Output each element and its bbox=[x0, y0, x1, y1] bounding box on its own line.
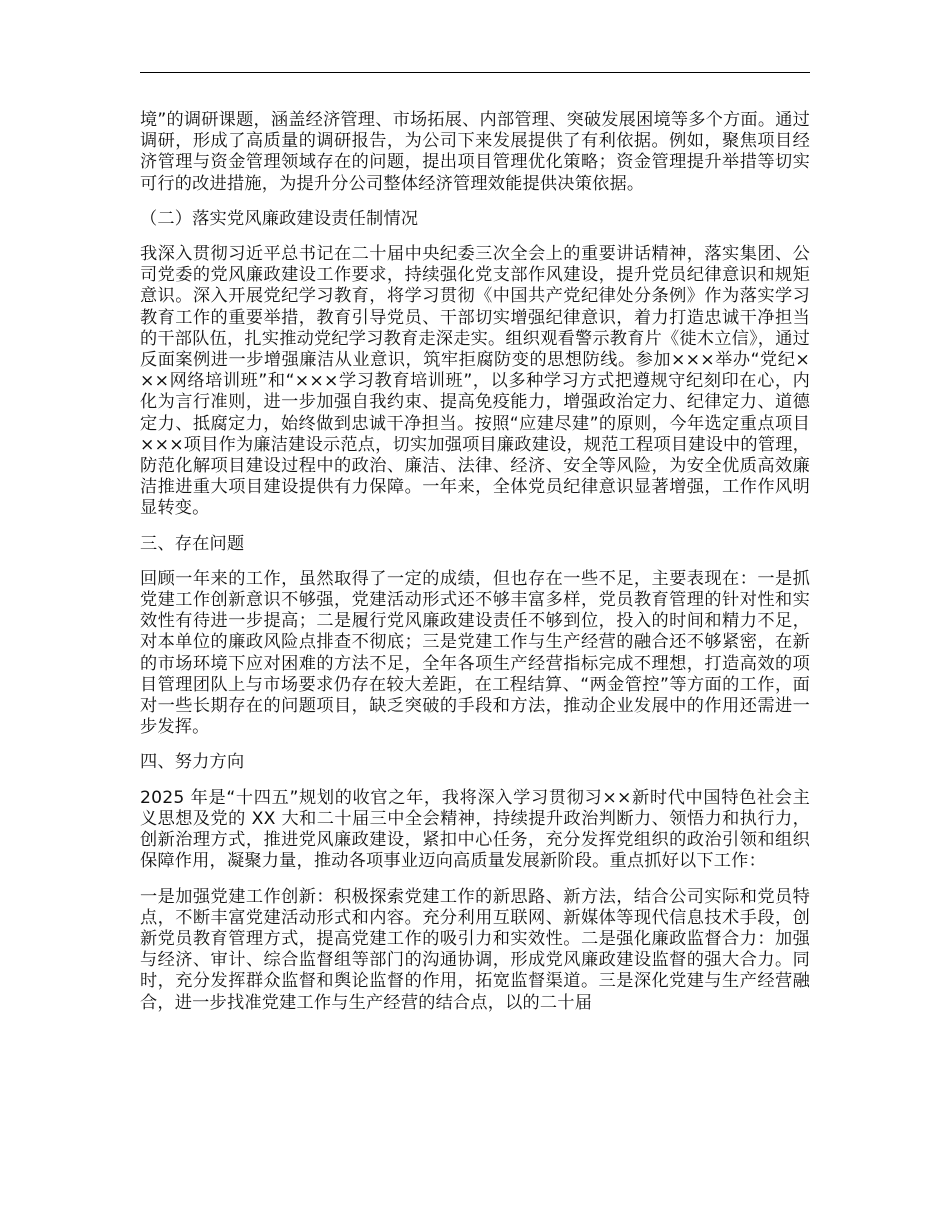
section-heading-direction: 四、努力方向 bbox=[140, 752, 245, 773]
document-body bbox=[140, 110, 810, 1028]
paragraph-direction-tasks: 一是加强党建工作创新：积极探索党建工作的新思路、新方法，结合公司实际和党员特点，不断丰富党建活动形式和内容。充分利用互联网、新媒体等现代信息技术手段，创新党员教育管理方式，提高党建工作的吸引力和实效性。二是强化廉政监督合力：加强与经济、审计、综合监督组等部门的沟通协调，形成党风廉政建设监督的强大合力。同时，充分发挥群众监督和舆论监督的作用，拓宽监督渠道。三是深化党建与生产经营融合，进一步找准党建工作与生产经营的结合点，以的二十届 bbox=[140, 886, 810, 1013]
header-rule bbox=[140, 72, 810, 73]
paragraph-party-conduct: 我深入贯彻习近平总书记在二十届中央纪委三次全会上的重要讲话精神，落实集团、公司党委的党风廉政建设工作要求，持续强化党支部作风建设，提升党员纪律意识和规矩意识。深入开展党纪学习教育，将学习贯彻《中国共产党纪律处分条例》作为落实学习教育工作的重要举措，教育引导党员、干部切实增强纪律意识，着力打造忠诚干净担当的干部队伍，扎实推动党纪学习教育走深走实。组织观看警示教育片《徙木立信》，通过反面案例进一步增强廉洁从业意识，筑牢拒腐防变的思想防线。参加×××举办“党纪×××网络培训班”和“×××学习教育培训班”，以多种学习方式把遵规守纪刻印在心，内化为言行准则，进一步加强自我约束、提高免疫能力，增强政治定力、纪律定力、道德定力、抵腐定力，始终做到忠诚干净担当。按照“应建尽建”的原则，今年选定重点项目×××项目作为廉洁建设示范点，切实加强项目廉政建设，规范工程项目建设中的管理，防范化解项目建设过程中的政治、廉洁、法律、经济、安全等风险，为安全优质高效廉洁推进重大项目建设提供有力保障。一年来，全体党员纪律意识显著增强，工作作风明显转变。 bbox=[140, 244, 810, 519]
section-heading-problems: 三、存在问题 bbox=[140, 533, 245, 554]
section-heading-party-conduct: （二）落实党风廉政建设责任制情况 bbox=[140, 208, 419, 229]
paragraph-problems: 回顾一年来的工作，虽然取得了一定的成绩，但也存在一些不足，主要表现在：一是抓党建工作创新意识不够强，党建活动形式还不够丰富多样，党员教育管理的针对性和实效性有待进一步提高；二是履行党风廉政建设责任不够到位，投入的时间和精力不足，对本单位的廉政风险点排查不彻底；三是党建工作与生产经营的融合还不够紧密，在新的市场环境下应对困难的方法不足，全年各项生产经营指标完成不理想，打造高效的项目管理团队上与市场要求仍存在较大差距，在工程结算、“两金管控”等方面的工作，面对一些长期存在的问题项目，缺乏突破的手段和方法，推动企业发展中的作用还需进一步发挥。 bbox=[140, 568, 810, 738]
paragraph-research-summary: 境”的调研课题，涵盖经济管理、市场拓展、内部管理、突破发展困境等多个方面。通过调研，形成了高质量的调研报告，为公司下来发展提供了有利依据。例如，聚焦项目经济管理与资金管理领域存在的问题，提出项目管理优化策略；资金管理提升举措等切实可行的改进措施，为提升分公司整体经济管理效能提供决策依据。 bbox=[140, 110, 810, 194]
paragraph-direction-intro: 2025 年是“十四五”规划的收官之年，我将深入学习贯彻习××新时代中国特色社会主义思想及党的 XX 大和二十届三中全会精神，持续提升政治判断力、领悟力和执行力，创新治理方式，推进党风廉政建设，紧扣中心任务，充分发挥党组织的政治引领和组织保障作用，凝聚力量，推动各项事业迈向高质量发展新阶段。重点抓好以下工作： bbox=[140, 787, 810, 872]
